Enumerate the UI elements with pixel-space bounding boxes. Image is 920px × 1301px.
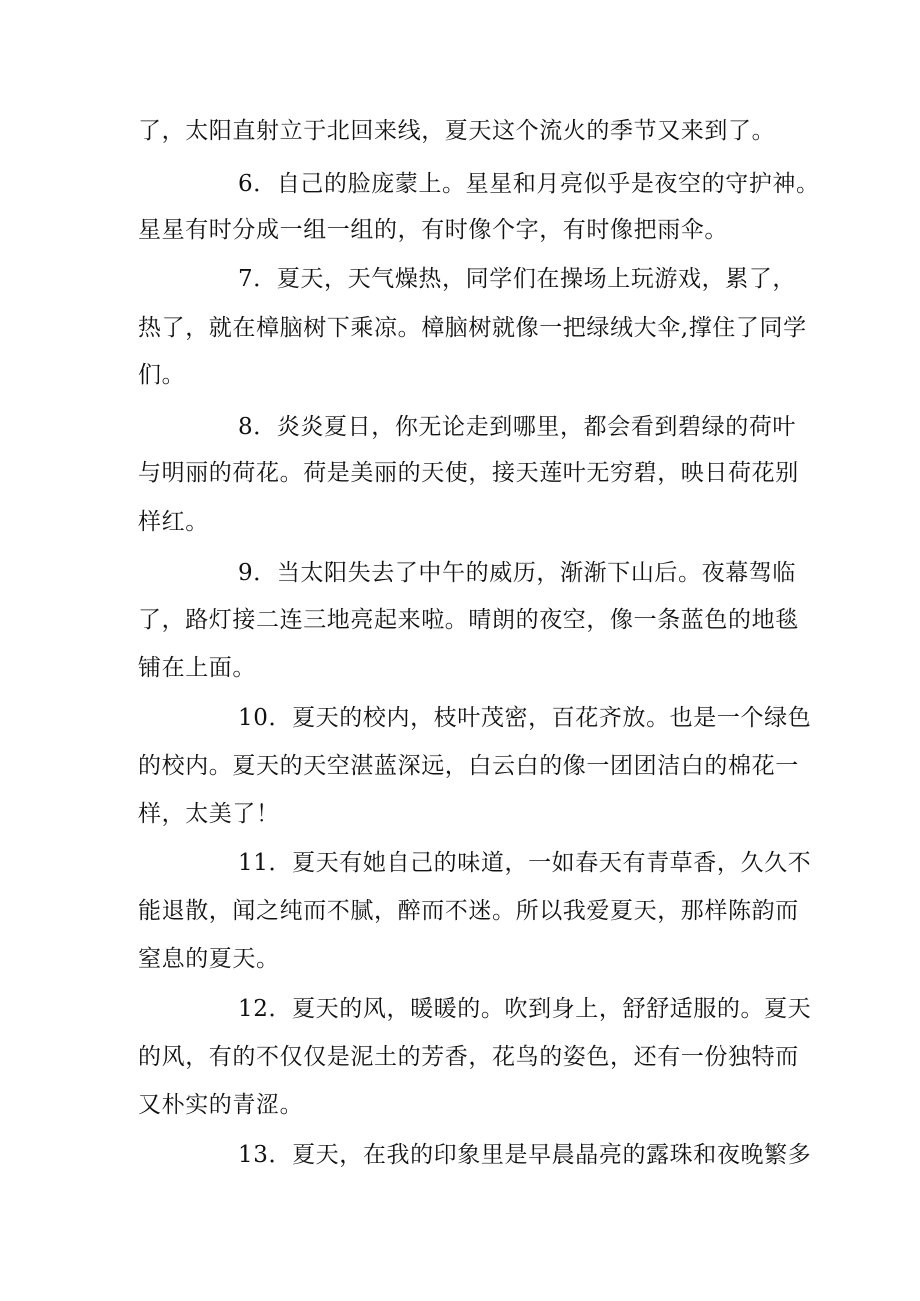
text-line-4: 7．夏天，天气燥热，同学们在操场上玩游戏，累了， [238,266,797,292]
text-line-1: 了，太阳直射立于北回来线，夏天这个流火的季节又来到了。 [138,118,776,144]
text-line-19: 12．夏天的风，暖暖的。吹到身上，舒舒适服的。夏天 [238,996,812,1022]
text-line-13: 10．夏天的校内，枝叶茂密，百花齐放。也是一个绿色 [238,705,812,731]
text-line-22: 13．夏天，在我的印象里是早晨晶亮的露珠和夜晚繁多 [238,1142,812,1168]
text-line-9: 样红。 [138,509,209,535]
text-line-5: 热了，就在樟脑树下乘凉。樟脑树就像一把绿绒大伞,撑住了同学 [138,315,807,341]
text-line-21: 又朴实的青涩。 [138,1092,304,1118]
text-line-10: 9．当太阳失去了中午的威历，渐渐下山后。夜幕驾临 [238,560,797,586]
text-line-11: 了，路灯接二连三地亮起来啦。晴朗的夜空，像一条蓝色的地毯 [138,607,799,633]
text-line-12: 铺在上面。 [138,655,256,681]
text-line-15: 样，太美了！ [138,801,280,827]
text-line-20: 的风，有的不仅仅是泥土的芳香，花鸟的姿色，还有一份独特而 [138,1044,799,1070]
text-line-8: 与明丽的荷花。荷是美丽的天使，接天莲叶无穷碧，映日荷花别 [138,460,799,486]
text-line-14: 的校内。夏天的天空湛蓝深远，白云白的像一团团洁白的棉花一 [138,753,799,779]
text-line-16: 11．夏天有她自己的味道，一如春天有青草香，久久不 [238,850,812,876]
text-line-6: 们。 [138,362,186,388]
text-line-7: 8．炎炎夏日，你无论走到哪里，都会看到碧绿的荷叶 [238,414,797,440]
text-line-18: 窒息的夏天。 [138,946,280,972]
text-line-3: 星星有时分成一组一组的，有时像个字，有时像把雨伞。 [138,217,728,243]
text-line-2: 6．自己的脸庞蒙上。星星和月亮似乎是夜空的守护神。 [238,171,820,197]
text-line-17: 能退散，闻之纯而不腻，醉而不迷。所以我爱夏天，那样陈韵而 [138,898,799,924]
